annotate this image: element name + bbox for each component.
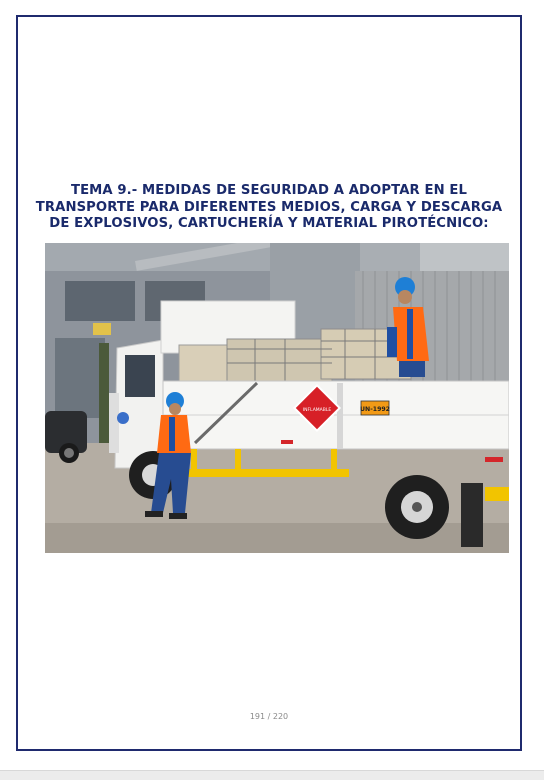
page-number: 191 / 220 xyxy=(249,712,289,721)
section-title-line-2: TRANSPORTE PARA DIFERENTES MEDIOS, CARGA Y DESCARGA xyxy=(35,199,503,215)
section-title-line-1: TEMA 9.- MEDIDAS DE SEGURIDAD A ADOPTAR EN EL xyxy=(70,183,468,198)
truck-loading-illustration xyxy=(45,243,509,553)
hazard-label-text: INFLAMABLE xyxy=(302,408,332,413)
page-frame xyxy=(16,15,522,751)
truck-loading-photo xyxy=(45,243,509,553)
un-number-sign: UN-1992 xyxy=(360,406,390,413)
section-title xyxy=(18,183,520,233)
section-title-line-3: DE EXPLOSIVOS, CARTUCHERÍA Y MATERIAL PIROTÉCNICO: xyxy=(49,216,489,231)
